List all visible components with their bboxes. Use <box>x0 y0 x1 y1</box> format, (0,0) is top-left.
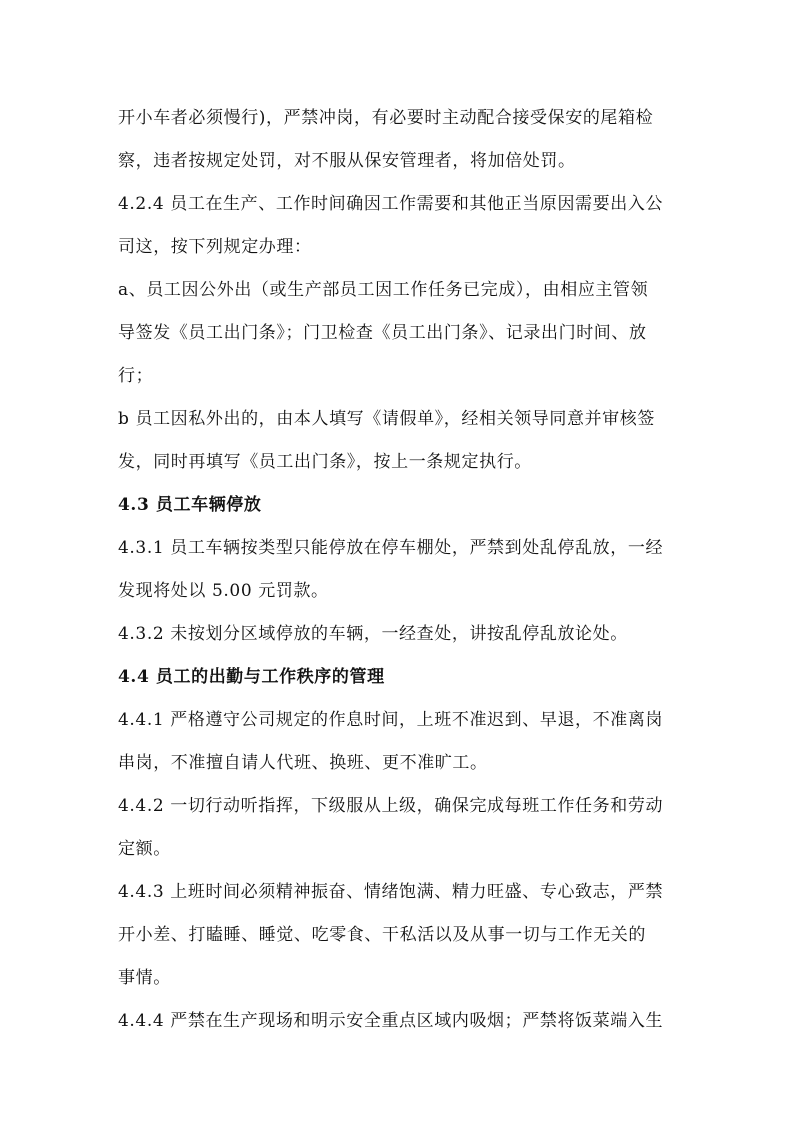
text-line: 4.4.1 严格遵守公司规定的作息时间，上班不准迟到、早退，不准离岗 <box>118 710 664 730</box>
text-line: 4.4.4 严禁在生产现场和明示安全重点区域内吸烟；严禁将饭菜端入生 <box>118 1011 664 1031</box>
text-line: 察，违者按规定处罚，对不服从保安管理者，将加倍处罚。 <box>118 151 576 171</box>
text-line: 行； <box>118 366 154 386</box>
text-line: 开小差、打瞌睡、睡觉、吃零食、干私活以及从事一切与工作无关的 <box>118 925 646 945</box>
text-line: 4.3.2 未按划分区域停放的车辆，一经查处，讲按乱停乱放论处。 <box>118 624 628 644</box>
text-line: a、员工因公外出（或生产部员工因工作任务已完成），由相应主管领 <box>118 280 649 300</box>
section-heading: 4.4 员工的出勤与工作秩序的管理 <box>118 667 385 687</box>
text-line: 4.2.4 员工在生产、工作时间确因工作需要和其他正当原因需要出入公 <box>118 194 664 214</box>
document-page <box>118 97 684 1043</box>
text-line: b 员工因私外出的，由本人填写《请假单》，经相关领导同意并审核签 <box>118 409 655 429</box>
text-line: 定额。 <box>118 839 171 859</box>
text-line: 事情。 <box>118 968 171 988</box>
text-line: 司这，按下列规定办理： <box>118 237 312 257</box>
text-line: 4.4.2 一切行动听指挥，下级服从上级，确保完成每班工作任务和劳动 <box>118 796 664 816</box>
text-line: 发，同时再填写《员工出门条》，按上一条规定执行。 <box>118 452 532 472</box>
text-line: 开小车者必须慢行)，严禁冲岗，有必要时主动配合接受保安的尾箱检 <box>118 108 654 128</box>
text-line: 串岗，不准擅自请人代班、换班、更不准旷工。 <box>118 753 488 773</box>
text-line: 发现将处以 5.00 元罚款。 <box>118 581 329 601</box>
text-line: 导签发《员工出门条》；门卫检查《员工出门条》、记录出门时间、放 <box>118 323 647 343</box>
text-line: 4.3.1 员工车辆按类型只能停放在停车棚处，严禁到处乱停乱放，一经 <box>118 538 664 558</box>
text-line: 4.4.3 上班时间必须精神振奋、情绪饱满、精力旺盛、专心致志，严禁 <box>118 882 664 902</box>
section-heading: 4.3 员工车辆停放 <box>118 495 262 515</box>
